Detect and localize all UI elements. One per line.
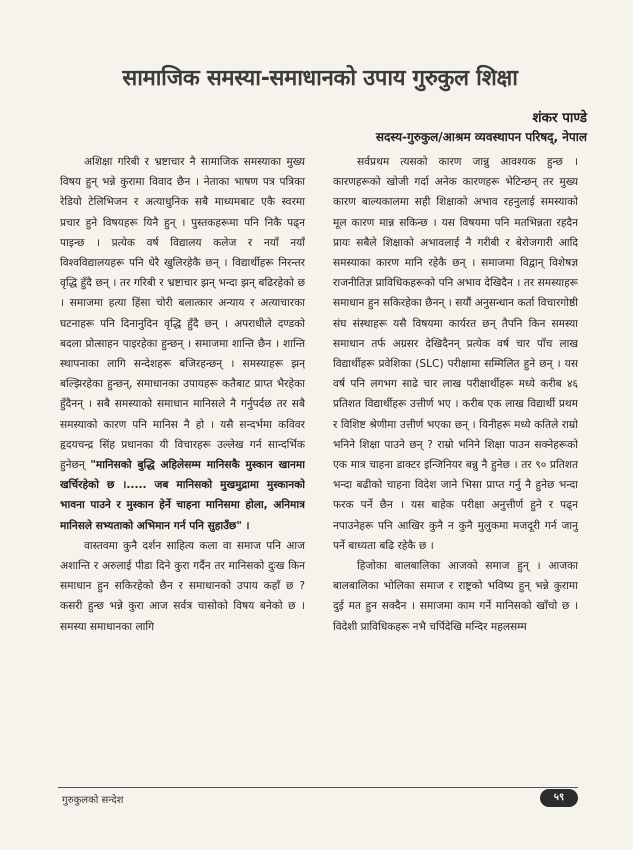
poet-quote: "मानिसको बुद्धि अहिलेसम्म मानिसकै मुस्कान खानमा खर्चिरहेको छ ।..... जब मानिसको मुखमुद्रामा मुस्कानको भावना पाउने र मुस्कान हेर्ने चाहना मानिसमा होला, अनिमात्र मानिसले सभ्यताको अभिमान गर्न पनि सुहाउँछ" ।	[60, 459, 305, 532]
page-number: ५९	[540, 789, 578, 807]
paragraph	[60, 152, 305, 536]
article-title: सामाजिक समस्या-समाधानको उपाय गुरुकुल शिक्षा	[122, 66, 518, 91]
paragraph: सर्वप्रथम त्यसको कारण जान्नु आवश्यक हुन्छ । कारणहरूको खोजी गर्दा अनेक कारणहरू भेटिन्छन् तर मुख्य कारण बाल्यकालमा सही शिक्षाको अभाव रहनुलाई समस्याको मूल कारण मान्न सकिन्छ । यस विषयमा पनि मतभिन्नता रहदैन प्रायः सबैले शिक्षाको अभावलाई नै गरीबी र बेरोजगारी आदि समस्याका कारण मानि रहेकै छन् । समाजमा विद्वान् विशेषज्ञ राजनीतिज्ञ प्राविधिकहरूको पनि अभाव देखिदैन । तर समस्याहरू समाधान हुन सकिरहेका छैनन् । सयौं अनुसन्धान कर्ता विचारगोष्ठी संघ संस्थाहरू यसै विषयमा कार्यरत छन् तैपनि किन समस्या समाधान तर्फ अग्रसर देखिदैनन् प्रत्येक वर्ष चार पाँच लाख विद्यार्थीहरू प्रवेशिका (SLC) परीक्षामा सम्मिलित हुने छन् । यस वर्ष पनि लगभग साढे चार लाख परीक्षार्थीहरू मध्ये करीब ४६ प्रतिशत विद्यार्थीहरू उत्तीर्ण भए । करीब एक लाख विद्यार्थी प्रथम र विशिष्ट श्रेणीमा उत्तीर्ण भएका छन् । यिनीहरू मध्ये कतिले राम्रो भनिने शिक्षा पाउने छन् ? राम्रो भनिने शिक्षा पाउन सक्नेहरूको एक मात्र चाहना डाक्टर इन्जिनियर बन्नु नै हुनेछ । तर ९० प्रतिशत भन्दा बढीको चाहना विदेश जाने भिसा प्राप्त गर्नु नै हुनेछ भन्दा फरक पर्ने छैन । यस बाहेक परीक्षा अनुत्तीर्ण हुने र पढ्न नपाउनेहरू पनि आखिर कुनै न कुनै मुलुकमा मजदूरी गर्न जानु पर्ने बाध्यता बढि रहेकै छ ।	[333, 156, 578, 552]
author-name: शंकर पाण्डे	[532, 110, 587, 126]
paragraph: हिजोका बालबालिका आजको समाज हुन् । आजका बालबालिका भोलिका समाज र राष्ट्रको भविष्य हुन् भन्ने कुरामा दुई मत हुन सक्दैन । समाजमा काम गर्ने मानिसको खाँचो छ । विदेशी प्राविधिकहरू नभै चर्पिदेखि मन्दिर महलसम्म	[333, 560, 578, 633]
right-column	[333, 152, 578, 780]
paragraph-text: अशिक्षा गरिबी र भ्रष्टाचार नै सामाजिक समस्याका मुख्य विषय हुन् भन्ने कुरामा विवाद छैन । नेताका भाषण पत्र पत्रिका रेडियो टेलिभिजन र अत्याधुनिक सबै माध्यमबाट एकै स्वरमा प्रचार हुने विषयहरू यिनै हुन् । पुस्तकहरूमा पनि निकै पढ्न पाइन्छ । प्रत्येक वर्ष विद्यालय कलेज र नयाँ नयाँ विश्वविद्यालयहरू पनि धेरै खुलिरहेकै छन् । विद्यार्थीहरू निरन्तर वृद्धि हुँदै छन् । तर गरिबी र भ्रष्टाचार झन् भन्दा झन् बढिरहेको छ । समाजमा हत्या हिंसा चोरी बलात्कार अन्याय र अत्याचारका घटनाहरू पनि दिनानुदिन वृद्धि हुँदै छन् । अपराधीले दण्डको बदला प्रोत्साहन पाइरहेका हुन्छन् । समाजमा शान्ति छैन । शान्ति स्थापनाका लागि सन्देशहरू बजिरहन्छन् । समस्याहरू झन् बल्झिरहेका हुन्छन्, समाधानका उपायहरू कतैबाट प्राप्त भैरहेका हुँदैनन् । सबै समस्याको समाधान मानिसले नै गर्नुपर्दछ तर सबै समस्याको कारण पनि मानिस नै हो । यसै सन्दर्भमा कविवर हृदयचन्द्र सिंह प्रधानका यी विचारहरू उल्लेख गर्न सान्दर्भिक हुनेछन्	[60, 156, 305, 472]
publication-name: गुरुकुलको सन्देश	[62, 795, 124, 806]
footer-divider	[58, 787, 578, 788]
paragraph: वास्तवमा कुनै दर्शन साहित्य कला वा समाज पनि आज अशान्ति र अरुलाई पीडा दिने कुरा गर्दैन तर मानिसको दुःख किन समाधान हुन सकिरहेको छैन र समाधानको उपाय कहाँ छ ? कसरी हुन्छ भन्ने कुरा आज सर्वत्र चासोको विषय बनेको छ । समस्या समाधानका लागि	[60, 539, 305, 633]
author-affiliation: सदस्य-गुरुकुल/आश्रम व्यवस्थापन परिषद्, नेपाल	[375, 130, 587, 144]
left-column	[60, 152, 305, 780]
